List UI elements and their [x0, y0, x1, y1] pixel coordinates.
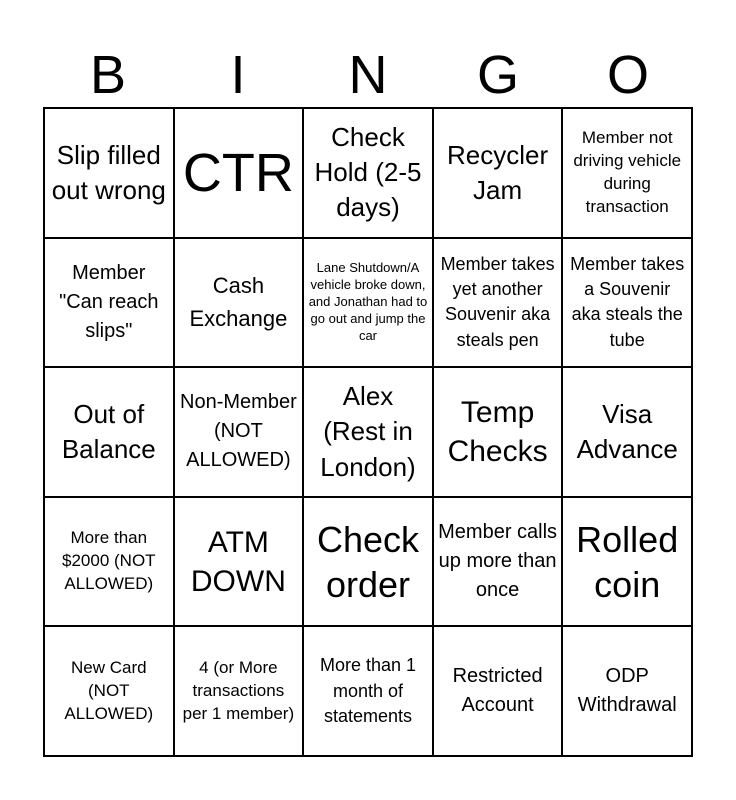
header-letter-i: I [230, 45, 246, 105]
bingo-cell[interactable]: Recycler Jam [433, 108, 563, 238]
bingo-cell[interactable]: Rolled coin [562, 497, 692, 627]
bingo-cell[interactable]: Out of Balance [44, 367, 174, 497]
bingo-cell[interactable]: Non-Member (NOT ALLOWED) [174, 367, 304, 497]
bingo-cell[interactable]: Member takes yet another Souvenir aka steals pen [433, 238, 563, 368]
bingo-cell[interactable]: Member not driving vehicle during transaction [562, 108, 692, 238]
bingo-cell[interactable]: Member "Can reach slips" [44, 238, 174, 368]
bingo-cell[interactable]: Alex (Rest in London) [303, 367, 433, 497]
header-letter-o: O [606, 45, 649, 105]
header-letter-n: N [348, 45, 388, 105]
header-letter-g: G [476, 45, 519, 105]
bingo-cell[interactable]: ODP Withdrawal [562, 626, 692, 756]
bingo-cell[interactable]: Member calls up more than once [433, 497, 563, 627]
bingo-cell[interactable]: Restricted Account [433, 626, 563, 756]
bingo-cell[interactable]: 4 (or More transactions per 1 member) [174, 626, 304, 756]
bingo-cell[interactable]: Slip filled out wrong [44, 108, 174, 238]
bingo-header [43, 42, 693, 108]
bingo-cell[interactable]: Check order [303, 497, 433, 627]
bingo-cell[interactable]: New Card (NOT ALLOWED) [44, 626, 174, 756]
bingo-cell[interactable]: Check Hold (2-5 days) [303, 108, 433, 238]
bingo-cell[interactable]: ATM DOWN [174, 497, 304, 627]
bingo-cell[interactable]: Temp Checks [433, 367, 563, 497]
bingo-cell[interactable]: Visa Advance [562, 367, 692, 497]
bingo-cell[interactable]: More than $2000 (NOT ALLOWED) [44, 497, 174, 627]
bingo-cell[interactable]: Lane Shutdown/A vehicle broke down, and Jonathan had to go out and jump the car [303, 238, 433, 368]
bingo-cell[interactable]: More than 1 month of statements [303, 626, 433, 756]
header-letter-b: B [89, 45, 127, 105]
bingo-cell[interactable]: CTR [174, 108, 304, 238]
bingo-cell[interactable]: Cash Exchange [174, 238, 304, 368]
bingo-cell[interactable]: Member takes a Souvenir aka steals the tube [562, 238, 692, 368]
bingo-board [43, 107, 693, 757]
